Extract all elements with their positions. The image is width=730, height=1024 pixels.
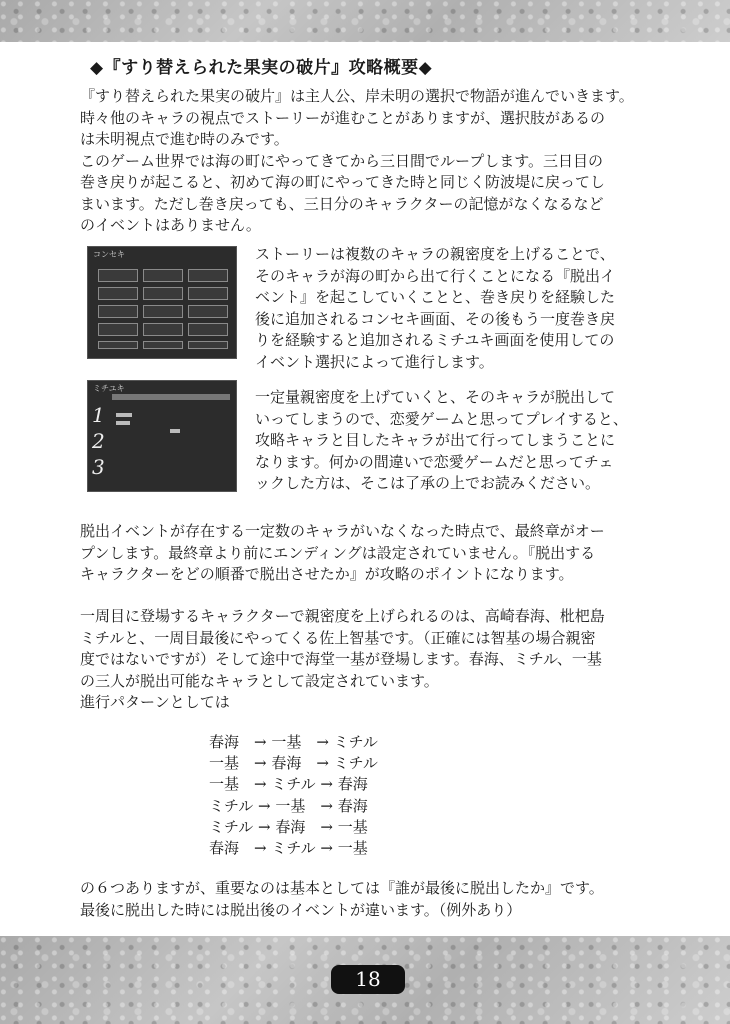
event-marker bbox=[116, 413, 132, 417]
grid-cell bbox=[188, 323, 228, 336]
final-chapter-paragraph: 脱出イベントが存在する一定数のキャラがいなくなった時点で、最終章がオー プンします。最終章より前にエンディングは設定されていません。『脱出する キャラクターをどの順番で脱出させたか』が攻略のポイントになります。 bbox=[80, 522, 605, 583]
lane-label: 2 bbox=[92, 429, 105, 453]
event-marker bbox=[170, 429, 180, 433]
page-heading: ◆『すり替えられた果実の破片』攻略概要◆ bbox=[90, 58, 433, 78]
event-marker bbox=[116, 421, 130, 425]
grid-cell bbox=[143, 287, 183, 300]
characters-paragraph: 一周目に登場するキャラクターで親密度を上げられるのは、高崎春海、枇杷島 ミチルと、一周目最後にやってくる佐上智基です。（正確には智基の場合親密 度ではないですが）そして途中で海堂一基が登場します。春海、ミチル、一基 の三人が脱出可能なキャラとして設定されています。 進行パターンとしては bbox=[80, 607, 605, 711]
header-texture-band bbox=[0, 0, 730, 42]
grid-cell bbox=[188, 269, 228, 282]
konseki-grid bbox=[98, 269, 228, 349]
route-pattern: ミチル → 一基 → 春海 bbox=[209, 796, 368, 815]
grid-cell bbox=[98, 269, 138, 282]
closing-paragraph: の６つありますが、重要なのは基本としては『誰が最後に脱出したか』です。 最後に脱出した時には脱出後のイベントが違います。（例外あり） bbox=[80, 879, 604, 919]
warning-paragraph: 一定量親密度を上げていくと、そのキャラが脱出して いってしまうので、恋愛ゲームと思ってプレイすると、 攻略キャラと目したキャラが出て行ってしまうことに なります。何かの間違いで恋愛ゲームだと思ってチェ ックした方は、そこは了承の上でお読みください。 bbox=[255, 388, 628, 492]
route-pattern-list bbox=[209, 732, 378, 859]
konseki-screenshot bbox=[87, 246, 237, 359]
route-pattern: ミチル → 春海 → 一基 bbox=[209, 817, 368, 836]
page-number-badge: 18 bbox=[331, 965, 405, 994]
route-pattern: 春海 → 一基 → ミチル bbox=[209, 733, 378, 751]
grid-cell bbox=[143, 269, 183, 282]
route-pattern: 一基 → 春海 → ミチル bbox=[209, 754, 378, 773]
michiyuki-tab-bar bbox=[112, 394, 230, 400]
michiyuki-screenshot bbox=[87, 380, 237, 492]
grid-cell bbox=[98, 341, 138, 349]
grid-cell bbox=[98, 287, 138, 300]
grid-cell bbox=[143, 323, 183, 336]
route-pattern: 春海 → ミチル → 一基 bbox=[209, 839, 368, 858]
grid-cell bbox=[188, 287, 228, 300]
lane-label: 1 bbox=[92, 403, 105, 427]
intro-paragraph: 『すり替えられた果実の破片』は主人公、岸未明の選択で物語が進んでいきます。 時々他のキャラの視点でストーリーが進むことがありますが、選択肢があるの は未明視点で進む時のみです。 このゲーム世界では海の町にやってきてから三日間でループします。三日目の 巻き戻りが起こると、初めて海の町にやってきた時と同じく防波堤に戻ってし まいます。ただし巻き戻っても、三日分のキャラクターの記憶がなくなるなど のイベントはありません。 bbox=[80, 87, 634, 234]
grid-cell bbox=[98, 323, 138, 336]
grid-cell bbox=[188, 341, 228, 349]
grid-cell bbox=[143, 305, 183, 318]
escape-event-paragraph: ストーリーは複数のキャラの親密度を上げることで、 そのキャラが海の町から出て行くことになる『脱出イ ベント』を起こしていくことと、巻き戻りを経験した 後に追加されるコンセキ画面、その後もう一度巻き戻 りを経験すると追加されるミチユキ画面を使用しての イベント選択によって進行します。 bbox=[255, 245, 616, 371]
grid-cell bbox=[143, 341, 183, 349]
grid-cell bbox=[98, 305, 138, 318]
michiyuki-screenshot-title: ミチユキ bbox=[93, 384, 125, 393]
grid-cell bbox=[188, 305, 228, 318]
route-pattern: 一基 → ミチル → 春海 bbox=[209, 775, 368, 794]
konseki-screenshot-title: コンセキ bbox=[93, 250, 125, 259]
lane-label: 3 bbox=[92, 455, 105, 479]
